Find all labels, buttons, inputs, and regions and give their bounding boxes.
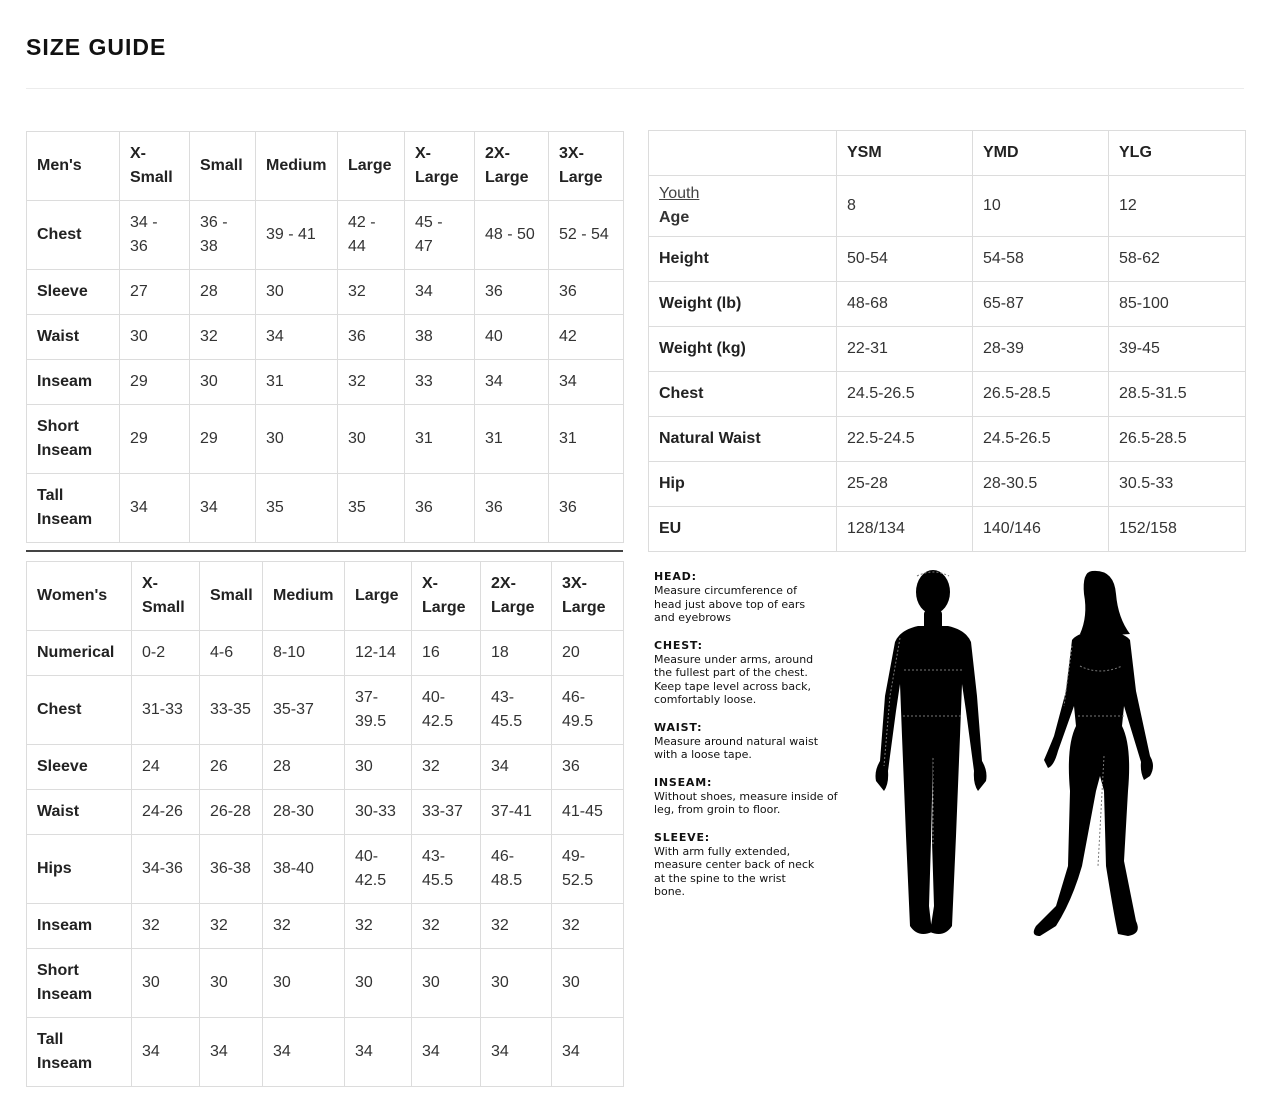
- mens-table-cell: 34 - 36: [120, 201, 190, 270]
- youth-table-cell: 24.5-26.5: [973, 417, 1109, 462]
- mens-table-cell: 40: [475, 315, 549, 360]
- womens-table-cell: 46- 49.5: [552, 676, 624, 745]
- mens-table-row: [27, 360, 624, 405]
- youth-table-cell: 152/158: [1109, 507, 1246, 552]
- womens-table-cell: 30: [412, 949, 481, 1018]
- mens-table-cell: 36: [475, 270, 549, 315]
- womens-table-cell: 34: [263, 1018, 345, 1087]
- womens-table-cell: 34: [552, 1018, 624, 1087]
- womens-table-cell: 30: [345, 949, 412, 1018]
- womens-table-cell: 32: [412, 904, 481, 949]
- mens-table-row: [27, 315, 624, 360]
- measure-guide-text: and eyebrows: [654, 611, 731, 624]
- measure-guide-text: Keep tape level across back,: [654, 679, 812, 693]
- measure-guide-heading: INSEAM:: [654, 775, 713, 789]
- mens-table-cell: 30: [256, 405, 338, 474]
- womens-table-cell: 32: [481, 904, 552, 949]
- womens-table-cell: 26: [200, 745, 263, 790]
- womens-table-cell: 24-26: [132, 790, 200, 835]
- measure-guide-text: Without shoes, measure inside of: [654, 789, 838, 803]
- youth-table-cell: 28-30.5: [973, 462, 1109, 507]
- mens-table-cell: 30: [338, 405, 405, 474]
- youth-table-row: [649, 282, 1246, 327]
- youth-row-label: Hip: [649, 462, 837, 507]
- youth-table-cell: 39-45: [1109, 327, 1246, 372]
- mens-table-cell: 29: [120, 360, 190, 405]
- womens-row-label: Inseam: [27, 904, 132, 949]
- womens-table-cell: 26-28: [200, 790, 263, 835]
- mens-row-label: Tall Inseam: [27, 474, 120, 543]
- mens-table-cell: 31: [256, 360, 338, 405]
- mens-table-cell: 31: [405, 405, 475, 474]
- mens-size-header: X- Small: [120, 132, 190, 201]
- mens-table-row: [27, 201, 624, 270]
- youth-row-label: Chest: [649, 372, 837, 417]
- womens-table-row: [27, 790, 624, 835]
- page-title: SIZE GUIDE: [26, 34, 167, 60]
- womens-row-label: Chest: [27, 676, 132, 745]
- mens-table-cell: 29: [120, 405, 190, 474]
- youth-age-label: Age: [659, 209, 690, 226]
- measure-guide-item: [654, 570, 844, 625]
- mens-table-cell: 34: [475, 360, 549, 405]
- mens-size-header: Medium: [256, 132, 338, 201]
- womens-row-label: Sleeve: [27, 745, 132, 790]
- mens-table-cell: 27: [120, 270, 190, 315]
- mens-size-header: 2X- Large: [475, 132, 549, 201]
- youth-table-cell: 24.5-26.5: [837, 372, 973, 417]
- youth-corner-header: [649, 131, 837, 176]
- youth-table-cell: 8: [837, 176, 973, 237]
- womens-table-cell: 40- 42.5: [345, 835, 412, 904]
- mens-table-cell: 30: [256, 270, 338, 315]
- womens-table-cell: 32: [552, 904, 624, 949]
- womens-table-cell: 28-30: [263, 790, 345, 835]
- mens-table-cell: 35: [256, 474, 338, 543]
- measure-guide-item: [654, 831, 844, 899]
- womens-row-label: Waist: [27, 790, 132, 835]
- womens-corner-header: Women's: [27, 562, 132, 631]
- womens-table-cell: 30: [263, 949, 345, 1018]
- mens-table-cell: 30: [190, 360, 256, 405]
- mens-table-cell: 36: [549, 270, 624, 315]
- mens-corner-header: Men's: [27, 132, 120, 201]
- womens-table-cell: 32: [200, 904, 263, 949]
- measure-guide-heading: WAIST:: [654, 720, 703, 734]
- youth-size-table: [648, 130, 1246, 552]
- youth-link[interactable]: Youth: [659, 185, 700, 202]
- womens-row-label: Short Inseam: [27, 949, 132, 1018]
- womens-table-cell: 30-33: [345, 790, 412, 835]
- male-figure-icon: [876, 570, 987, 934]
- mens-table-cell: 36: [405, 474, 475, 543]
- youth-table-cell: 28.5-31.5: [1109, 372, 1246, 417]
- mens-row-label: Chest: [27, 201, 120, 270]
- youth-row-label: Natural Waist: [649, 417, 837, 462]
- youth-table-row: [649, 372, 1246, 417]
- mens-table-cell: 34: [405, 270, 475, 315]
- womens-table-cell: 32: [263, 904, 345, 949]
- title-divider: [26, 88, 1244, 89]
- mens-row-label: Short Inseam: [27, 405, 120, 474]
- mens-row-label: Waist: [27, 315, 120, 360]
- womens-size-table: [26, 561, 624, 1087]
- youth-table-row: [649, 507, 1246, 552]
- measure-guide-text: Measure under arms, around: [654, 652, 814, 666]
- womens-table-cell: 32: [132, 904, 200, 949]
- womens-table-cell: 34: [481, 745, 552, 790]
- mens-table-row: [27, 474, 624, 543]
- youth-row-label: Weight (kg): [649, 327, 837, 372]
- womens-size-header: X- Small: [132, 562, 200, 631]
- mens-table-cell: 48 - 50: [475, 201, 549, 270]
- womens-table-cell: 46- 48.5: [481, 835, 552, 904]
- womens-table-cell: 32: [412, 745, 481, 790]
- womens-table-row: [27, 1018, 624, 1087]
- womens-table-cell: 37- 39.5: [345, 676, 412, 745]
- womens-table-cell: 41-45: [552, 790, 624, 835]
- mens-table-row: [27, 405, 624, 474]
- measure-guide-item: [654, 776, 844, 817]
- womens-table-cell: 8-10: [263, 631, 345, 676]
- youth-row-label: Weight (lb): [649, 282, 837, 327]
- mens-table-cell: 36: [549, 474, 624, 543]
- youth-table-row: [649, 176, 1246, 237]
- measurement-guide: [654, 570, 844, 913]
- womens-table-cell: 34: [345, 1018, 412, 1087]
- measure-guide-text: leg, from groin to floor.: [654, 803, 781, 816]
- youth-table-row: [649, 237, 1246, 282]
- youth-table-cell: 26.5-28.5: [1109, 417, 1246, 462]
- womens-table-cell: 34: [481, 1018, 552, 1087]
- mens-table-cell: 38: [405, 315, 475, 360]
- mens-table-cell: 34: [549, 360, 624, 405]
- womens-table-cell: 30: [200, 949, 263, 1018]
- womens-size-header: 2X- Large: [481, 562, 552, 631]
- youth-table-cell: 65-87: [973, 282, 1109, 327]
- mens-table-cell: 32: [338, 270, 405, 315]
- tables-divider: [26, 550, 623, 552]
- youth-table-cell: 140/146: [973, 507, 1109, 552]
- measure-guide-heading: HEAD:: [654, 570, 697, 583]
- mens-size-header: 3X- Large: [549, 132, 624, 201]
- womens-table-cell: 16: [412, 631, 481, 676]
- womens-table-cell: 37-41: [481, 790, 552, 835]
- womens-table-cell: 30: [481, 949, 552, 1018]
- womens-table-cell: 38-40: [263, 835, 345, 904]
- mens-table-cell: 39 - 41: [256, 201, 338, 270]
- youth-table-row: [649, 462, 1246, 507]
- youth-table-cell: 54-58: [973, 237, 1109, 282]
- womens-table-cell: 18: [481, 631, 552, 676]
- youth-table-cell: 50-54: [837, 237, 973, 282]
- mens-table-cell: 34: [190, 474, 256, 543]
- mens-table-cell: 32: [190, 315, 256, 360]
- womens-table-row: [27, 949, 624, 1018]
- youth-table-cell: 26.5-28.5: [973, 372, 1109, 417]
- womens-table-cell: 20: [552, 631, 624, 676]
- womens-table-cell: 0-2: [132, 631, 200, 676]
- mens-table-cell: 35: [338, 474, 405, 543]
- womens-table-row: [27, 631, 624, 676]
- youth-table-cell: 10: [973, 176, 1109, 237]
- mens-table-cell: 36: [475, 474, 549, 543]
- measure-guide-item: [654, 721, 844, 762]
- womens-table-cell: 34: [412, 1018, 481, 1087]
- youth-table-cell: 12: [1109, 176, 1246, 237]
- mens-size-header: Large: [338, 132, 405, 201]
- womens-table-cell: 24: [132, 745, 200, 790]
- mens-table-cell: 36: [338, 315, 405, 360]
- womens-table-cell: 36: [552, 745, 624, 790]
- body-figures: [860, 566, 1180, 946]
- womens-table-row: [27, 676, 624, 745]
- mens-row-label: Sleeve: [27, 270, 120, 315]
- youth-table-row: [649, 417, 1246, 462]
- youth-table-cell: 25-28: [837, 462, 973, 507]
- youth-size-header: YMD: [973, 131, 1109, 176]
- mens-size-header: Small: [190, 132, 256, 201]
- mens-table-cell: 33: [405, 360, 475, 405]
- measure-guide-heading: CHEST:: [654, 638, 703, 652]
- womens-table-cell: 35-37: [263, 676, 345, 745]
- womens-table-cell: 30: [132, 949, 200, 1018]
- womens-table-cell: 33-35: [200, 676, 263, 745]
- mens-table-cell: 42: [549, 315, 624, 360]
- womens-table-cell: 30: [345, 745, 412, 790]
- youth-table-cell: 58-62: [1109, 237, 1246, 282]
- womens-row-label: Tall Inseam: [27, 1018, 132, 1087]
- youth-row-label: Height: [649, 237, 837, 282]
- womens-table-row: [27, 835, 624, 904]
- mens-table-cell: 32: [338, 360, 405, 405]
- youth-table-cell: 30.5-33: [1109, 462, 1246, 507]
- womens-table-cell: 36-38: [200, 835, 263, 904]
- mens-table-cell: 52 - 54: [549, 201, 624, 270]
- measure-guide-text: Measure circumference of: [654, 584, 797, 597]
- womens-size-header: Large: [345, 562, 412, 631]
- female-figure-icon: [1034, 571, 1153, 936]
- measure-guide-text: measure center back of neck: [654, 858, 815, 871]
- womens-table-cell: 4-6: [200, 631, 263, 676]
- mens-table-cell: 29: [190, 405, 256, 474]
- youth-table-row: [649, 327, 1246, 372]
- womens-table-cell: 12-14: [345, 631, 412, 676]
- mens-table-cell: 31: [549, 405, 624, 474]
- mens-row-label: Inseam: [27, 360, 120, 405]
- womens-table-cell: 49- 52.5: [552, 835, 624, 904]
- womens-row-label: Numerical: [27, 631, 132, 676]
- measure-guide-text: the fullest part of the chest.: [654, 666, 808, 679]
- measure-guide-text: With arm fully extended,: [654, 844, 791, 858]
- mens-size-table: [26, 131, 624, 543]
- youth-row-label: EU: [649, 507, 837, 552]
- womens-table-cell: 43- 45.5: [481, 676, 552, 745]
- womens-table-cell: 34-36: [132, 835, 200, 904]
- mens-table-cell: 45 - 47: [405, 201, 475, 270]
- womens-size-header: 3X- Large: [552, 562, 624, 631]
- womens-size-header: Medium: [263, 562, 345, 631]
- womens-table-cell: 32: [345, 904, 412, 949]
- measure-guide-text: with a loose tape.: [654, 748, 752, 761]
- womens-table-cell: 31-33: [132, 676, 200, 745]
- womens-size-header: Small: [200, 562, 263, 631]
- mens-table-cell: 34: [256, 315, 338, 360]
- measure-guide-heading: SLEEVE:: [654, 830, 710, 844]
- youth-table-cell: 48-68: [837, 282, 973, 327]
- womens-table-cell: 33-37: [412, 790, 481, 835]
- youth-table-cell: 22.5-24.5: [837, 417, 973, 462]
- youth-size-header: YSM: [837, 131, 973, 176]
- womens-table-cell: 43- 45.5: [412, 835, 481, 904]
- womens-table-cell: 34: [200, 1018, 263, 1087]
- youth-table-cell: 22-31: [837, 327, 973, 372]
- youth-table-cell: 85-100: [1109, 282, 1246, 327]
- womens-table-cell: 28: [263, 745, 345, 790]
- womens-size-header: X- Large: [412, 562, 481, 631]
- mens-table-cell: 30: [120, 315, 190, 360]
- measure-guide-item: [654, 639, 844, 707]
- mens-table-cell: 36 - 38: [190, 201, 256, 270]
- mens-table-row: [27, 270, 624, 315]
- mens-size-header: X- Large: [405, 132, 475, 201]
- measure-guide-text: at the spine to the wrist: [654, 871, 786, 885]
- youth-table-cell: 28-39: [973, 327, 1109, 372]
- measure-guide-text: bone.: [654, 885, 685, 898]
- womens-table-cell: 40- 42.5: [412, 676, 481, 745]
- mens-table-cell: 28: [190, 270, 256, 315]
- youth-age-label-cell: [649, 176, 837, 237]
- womens-table-row: [27, 904, 624, 949]
- mens-table-cell: 31: [475, 405, 549, 474]
- womens-table-cell: 30: [552, 949, 624, 1018]
- measure-guide-text: Measure around natural waist: [654, 734, 819, 748]
- measure-guide-text: head just above top of ears: [654, 597, 806, 611]
- youth-table-cell: 128/134: [837, 507, 973, 552]
- mens-table-cell: 34: [120, 474, 190, 543]
- womens-table-cell: 34: [132, 1018, 200, 1087]
- womens-row-label: Hips: [27, 835, 132, 904]
- mens-table-cell: 42 - 44: [338, 201, 405, 270]
- womens-table-row: [27, 745, 624, 790]
- measure-guide-text: comfortably loose.: [654, 693, 757, 706]
- youth-size-header: YLG: [1109, 131, 1246, 176]
